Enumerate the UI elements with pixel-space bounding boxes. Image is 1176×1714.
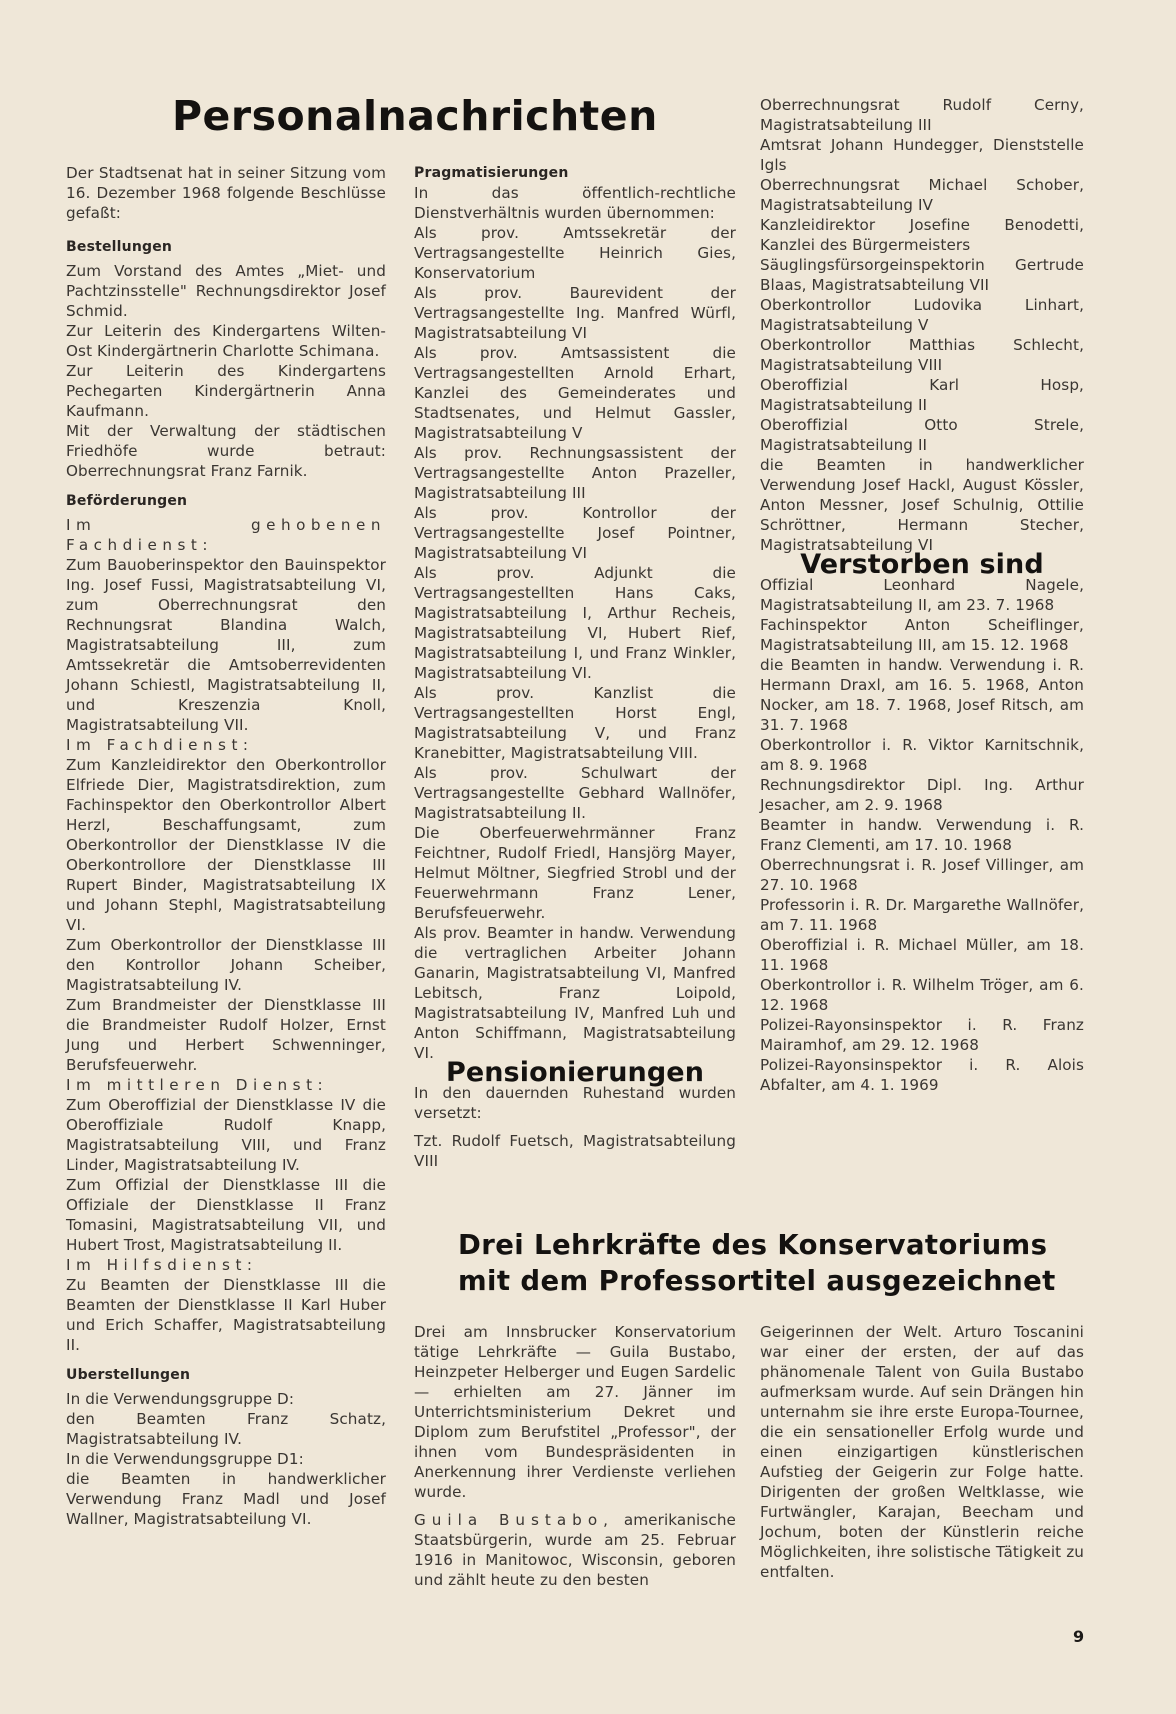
subsection-label: Im gehobenen Fachdienst:: [66, 516, 386, 554]
list-item: die Beamten in handw. Verwendung i. R. Hermann Draxl, am 16. 5. 1968, Anton Nocker, am 18. 7. 1968, Josef Ritsch, am 31. 7. 1968: [760, 656, 1084, 734]
article-paragraph: [414, 1510, 736, 1590]
list-item: Oberoffizial i. R. Michael Müller, am 18. 11. 1968: [760, 936, 1084, 974]
list-item: Oberkontrollor Matthias Schlecht, Magistratsabteilung VIII: [760, 336, 1084, 374]
list-item: Zum Oberoffizial der Dienstklasse IV die Oberoffiziale Rudolf Knapp, Magistratsabteilung VIII, und Franz Linder, Magistratsabteilung IV.: [66, 1096, 386, 1174]
headline-line-1: Drei Lehrkräfte des Konservatoriums: [458, 1229, 1048, 1261]
list-item: Beamter in handw. Verwendung i. R. Franz Clementi, am 17. 10. 1968: [760, 816, 1084, 854]
section-heading-verstorben: Verstorben sind: [800, 549, 1044, 580]
list-item: Oberkontrollor i. R. Wilhelm Tröger, am 6. 12. 1968: [760, 976, 1084, 1014]
article-paragraph: Drei am Innsbrucker Konservatorium tätige Lehrkräfte — Guila Bustabo, Heinzpeter Helberger und Eugen Sardelic — erhielten am 27. Jänner im Unterrichtsministerium Dekret und Diplom zum Berufstitel „Professor", der ihnen vom Bundespräsidenten in Anerkennung ihrer Verdienste verliehen wurde.: [414, 1323, 736, 1501]
subsection-label: Im mittleren Dienst:: [66, 1076, 329, 1094]
list-item: Rechnungsdirektor Dipl. Ing. Arthur Jesacher, am 2. 9. 1968: [760, 776, 1084, 814]
subsection-label: Im Fachdienst:: [66, 736, 254, 754]
list-item: In die Verwendungsgruppe D1:: [66, 1450, 304, 1468]
list-item: Fachinspektor Anton Scheiflinger, Magistratsabteilung III, am 15. 12. 1968: [760, 616, 1084, 654]
article-headline: [458, 1227, 1056, 1299]
section-heading-befoerderungen: Beförderungen: [66, 493, 188, 509]
list-item: Als prov. Kanzlist die Vertragsangestellten Horst Engl, Magistratsabteilung V, und Franz Kranebitter, Magistratsabteilung VIII.: [414, 684, 736, 762]
list-item: Oberkontrollor i. R. Viktor Karnitschnik, am 8. 9. 1968: [760, 736, 1084, 774]
list-item: den Beamten Franz Schatz, Magistratsabteilung IV.: [66, 1410, 386, 1448]
list-item: Die Oberfeuerwehrmänner Franz Feichtner, Rudolf Friedl, Hansjörg Mayer, Helmut Möltner, Siegfried Strobl und der Feuerwehrmann Franz Lener, Berufsfeuerwehr.: [414, 824, 736, 922]
list-item: Professorin i. R. Dr. Margarethe Wallnöfer, am 7. 11. 1968: [760, 896, 1084, 934]
column-1: [66, 163, 386, 1529]
list-item: Säuglingsfürsorgeinspektorin Gertrude Blaas, Magistratsabteilung VII: [760, 256, 1084, 294]
list-item: In den dauernden Ruhestand wurden versetzt:: [414, 1084, 736, 1122]
list-item: Offizial Leonhard Nagele, Magistratsabteilung II, am 23. 7. 1968: [760, 576, 1084, 614]
page-title: Personalnachrichten: [172, 92, 658, 140]
list-item: Polizei-Rayonsinspektor i. R. Franz Mairamhof, am 29. 12. 1968: [760, 1016, 1084, 1054]
list-item: Zum Vorstand des Amtes „Miet- und Pachtzinsstelle" Rechnungsdirektor Josef Schmid.: [66, 262, 386, 320]
list-item: Zu Beamten der Dienstklasse III die Beamten der Dienstklasse II Karl Huber und Erich Schaffer, Magistratsabteilung II.: [66, 1276, 386, 1354]
list-item: Als prov. Amtssekretär der Vertragsangestellte Heinrich Gies, Konservatorium: [414, 224, 736, 282]
list-item: Zum Kanzleidirektor den Oberkontrollor Elfriede Dier, Magistratsdirektion, zum Fachinspektor den Oberkontrollor Albert Herzl, Beschaffungsamt, zum Oberkontrollor der Dienstklasse IV die Oberkontrollore der Dienstklasse III Rupert Binder, Magistratsabteilung IX und Johann Stephl, Magistratsabteilung VI.: [66, 756, 386, 934]
list-item: Zum Bauoberinspektor den Bauinspektor Ing. Josef Fussi, Magistratsabteilung VI, zum Oberrechnungsrat den Rechnungsrat Blandina Walch, Magistratsabteilung III, zum Amtssekretär die Amtsoberrevidenten Johann Schiestl, Magistratsabteilung II, und Kreszenzia Knoll, Magistratsabteilung VII.: [66, 556, 386, 734]
article-column-left: [414, 1322, 736, 1590]
list-item: Oberrechnungsrat Michael Schober, Magistratsabteilung IV: [760, 176, 1084, 214]
article-text: amerikanische Staatsbürgerin, wurde am 25. Februar 1916 in Manitowoc, Wisconsin, geboren und zählt heute zu den besten: [414, 1511, 736, 1589]
headline-line-2: mit dem Professortitel ausgezeichnet: [458, 1265, 1056, 1297]
list-item: Oberoffizial Karl Hosp, Magistratsabteilung II: [760, 376, 1084, 414]
list-item: die Beamten in handwerklicher Verwendung Franz Madl und Josef Wallner, Magistratsabteilung VI.: [66, 1470, 386, 1528]
list-item: Oberrechnungsrat Rudolf Cerny, Magistratsabteilung III: [760, 96, 1084, 134]
list-item: Als prov. Baurevident der Vertragsangestellte Ing. Manfred Würfl, Magistratsabteilung VI: [414, 284, 736, 342]
list-item: die Beamten in handwerklicher Verwendung Josef Hackl, August Kössler, Anton Messner, Josef Schulnig, Ottilie Schröttner, Hermann Stecher, Magistratsabteilung VI: [760, 456, 1084, 554]
column-2: [414, 163, 736, 1171]
list-item: Oberkontrollor Ludovika Linhart, Magistratsabteilung V: [760, 296, 1084, 334]
section-heading-bestellungen: Bestellungen: [66, 239, 173, 255]
list-item: Zum Offizial der Dienstklasse III die Offiziale der Dienstklasse II Franz Tomasini, Magistratsabteilung VII, und Hubert Trost, Magistratsabteilung II.: [66, 1176, 386, 1254]
list-item: Zur Leiterin des Kindergartens Wilten-Ost Kindergärtnerin Charlotte Schimana.: [66, 322, 386, 360]
list-item: Zur Leiterin des Kindergartens Pechegarten Kindergärtnerin Anna Kaufmann.: [66, 362, 386, 420]
page-number: 9: [1073, 1627, 1085, 1646]
list-item: Amtsrat Johann Hundegger, Dienststelle Igls: [760, 136, 1084, 174]
list-item: In die Verwendungsgruppe D:: [66, 1390, 295, 1408]
column-3: [760, 95, 1084, 1095]
article-paragraph: Geigerinnen der Welt. Arturo Toscanini war einer der ersten, der auf das phänomenale Talent von Guila Bustabo aufmerksam wurde. Auf sein Drängen hin unternahm sie ihre erste Europa-Tournee, die ein sensationeller Erfolg wurde und einen einzigartigen künstlerischen Aufstieg der Geigerin zur Folge hatte. Dirigenten der großen Weltklasse, wie Furtwängler, Karajan, Beecham und Jochum, boten der Künstlerin reiche Möglichkeiten, ihre solistische Tätigkeit zu entfalten.: [760, 1323, 1084, 1581]
intro-text: Der Stadtsenat hat in seiner Sitzung vom 16. Dezember 1968 folgende Beschlüsse gefaßt:: [66, 164, 386, 222]
list-item: Als prov. Beamter in handw. Verwendung die vertraglichen Arbeiter Johann Ganarin, Magistratsabteilung VI, Manfred Lebitsch, Franz Loipold, Magistratsabteilung IV, Manfred Luh und Anton Schiffmann, Magistratsabteilung VI.: [414, 924, 736, 1062]
list-item: Mit der Verwaltung der städtischen Friedhöfe wurde betraut: Oberrechnungsrat Franz Farnik.: [66, 422, 386, 480]
list-item: Als prov. Rechnungsassistent der Vertragsangestellte Anton Prazeller, Magistratsabteilung III: [414, 444, 736, 502]
list-item: In das öffentlich-rechtliche Dienstverhältnis wurden übernommen:: [414, 184, 736, 222]
list-item: Zum Brandmeister der Dienstklasse III die Brandmeister Rudolf Holzer, Ernst Jung und Herbert Schwenninger, Berufsfeuerwehr.: [66, 996, 386, 1074]
person-name: Guila Bustabo,: [414, 1511, 614, 1529]
list-item: Als prov. Adjunkt die Vertragsangestellten Hans Caks, Magistratsabteilung I, Arthur Recheis, Magistratsabteilung VI, Hubert Rief, Magistratsabteilung I, und Franz Winkler, Magistratsabteilung VI.: [414, 564, 736, 682]
list-item: Als prov. Schulwart der Vertragsangestellte Gebhard Wallnöfer, Magistratsabteilung II.: [414, 764, 736, 822]
list-item: Als prov. Kontrollor der Vertragsangestellte Josef Pointner, Magistratsabteilung VI: [414, 504, 736, 562]
list-item: Oberoffizial Otto Strele, Magistratsabteilung II: [760, 416, 1084, 454]
section-heading-pragmatisierungen: Pragmatisierungen: [414, 165, 569, 181]
list-item: Polizei-Rayonsinspektor i. R. Alois Abfalter, am 4. 1. 1969: [760, 1056, 1084, 1094]
section-heading-ueberstellungen: Uberstellungen: [66, 1367, 191, 1383]
subsection-label: Im Hilfsdienst:: [66, 1256, 258, 1274]
list-item: Zum Oberkontrollor der Dienstklasse III den Kontrollor Johann Scheiber, Magistratsabteilung IV.: [66, 936, 386, 994]
list-item: Oberrechnungsrat i. R. Josef Villinger, am 27. 10. 1968: [760, 856, 1084, 894]
list-item: Tzt. Rudolf Fuetsch, Magistratsabteilung VIII: [414, 1132, 736, 1170]
list-item: Als prov. Amtsassistent die Vertragsangestellten Arnold Erhart, Kanzlei des Gemeinderates und Stadtsenates, und Helmut Gassler, Magistratsabteilung V: [414, 344, 736, 442]
article-column-right: [760, 1322, 1084, 1582]
list-item: Kanzleidirektor Josefine Benodetti, Kanzlei des Bürgermeisters: [760, 216, 1084, 254]
section-heading-pensionierungen: Pensionierungen: [445, 1057, 705, 1088]
